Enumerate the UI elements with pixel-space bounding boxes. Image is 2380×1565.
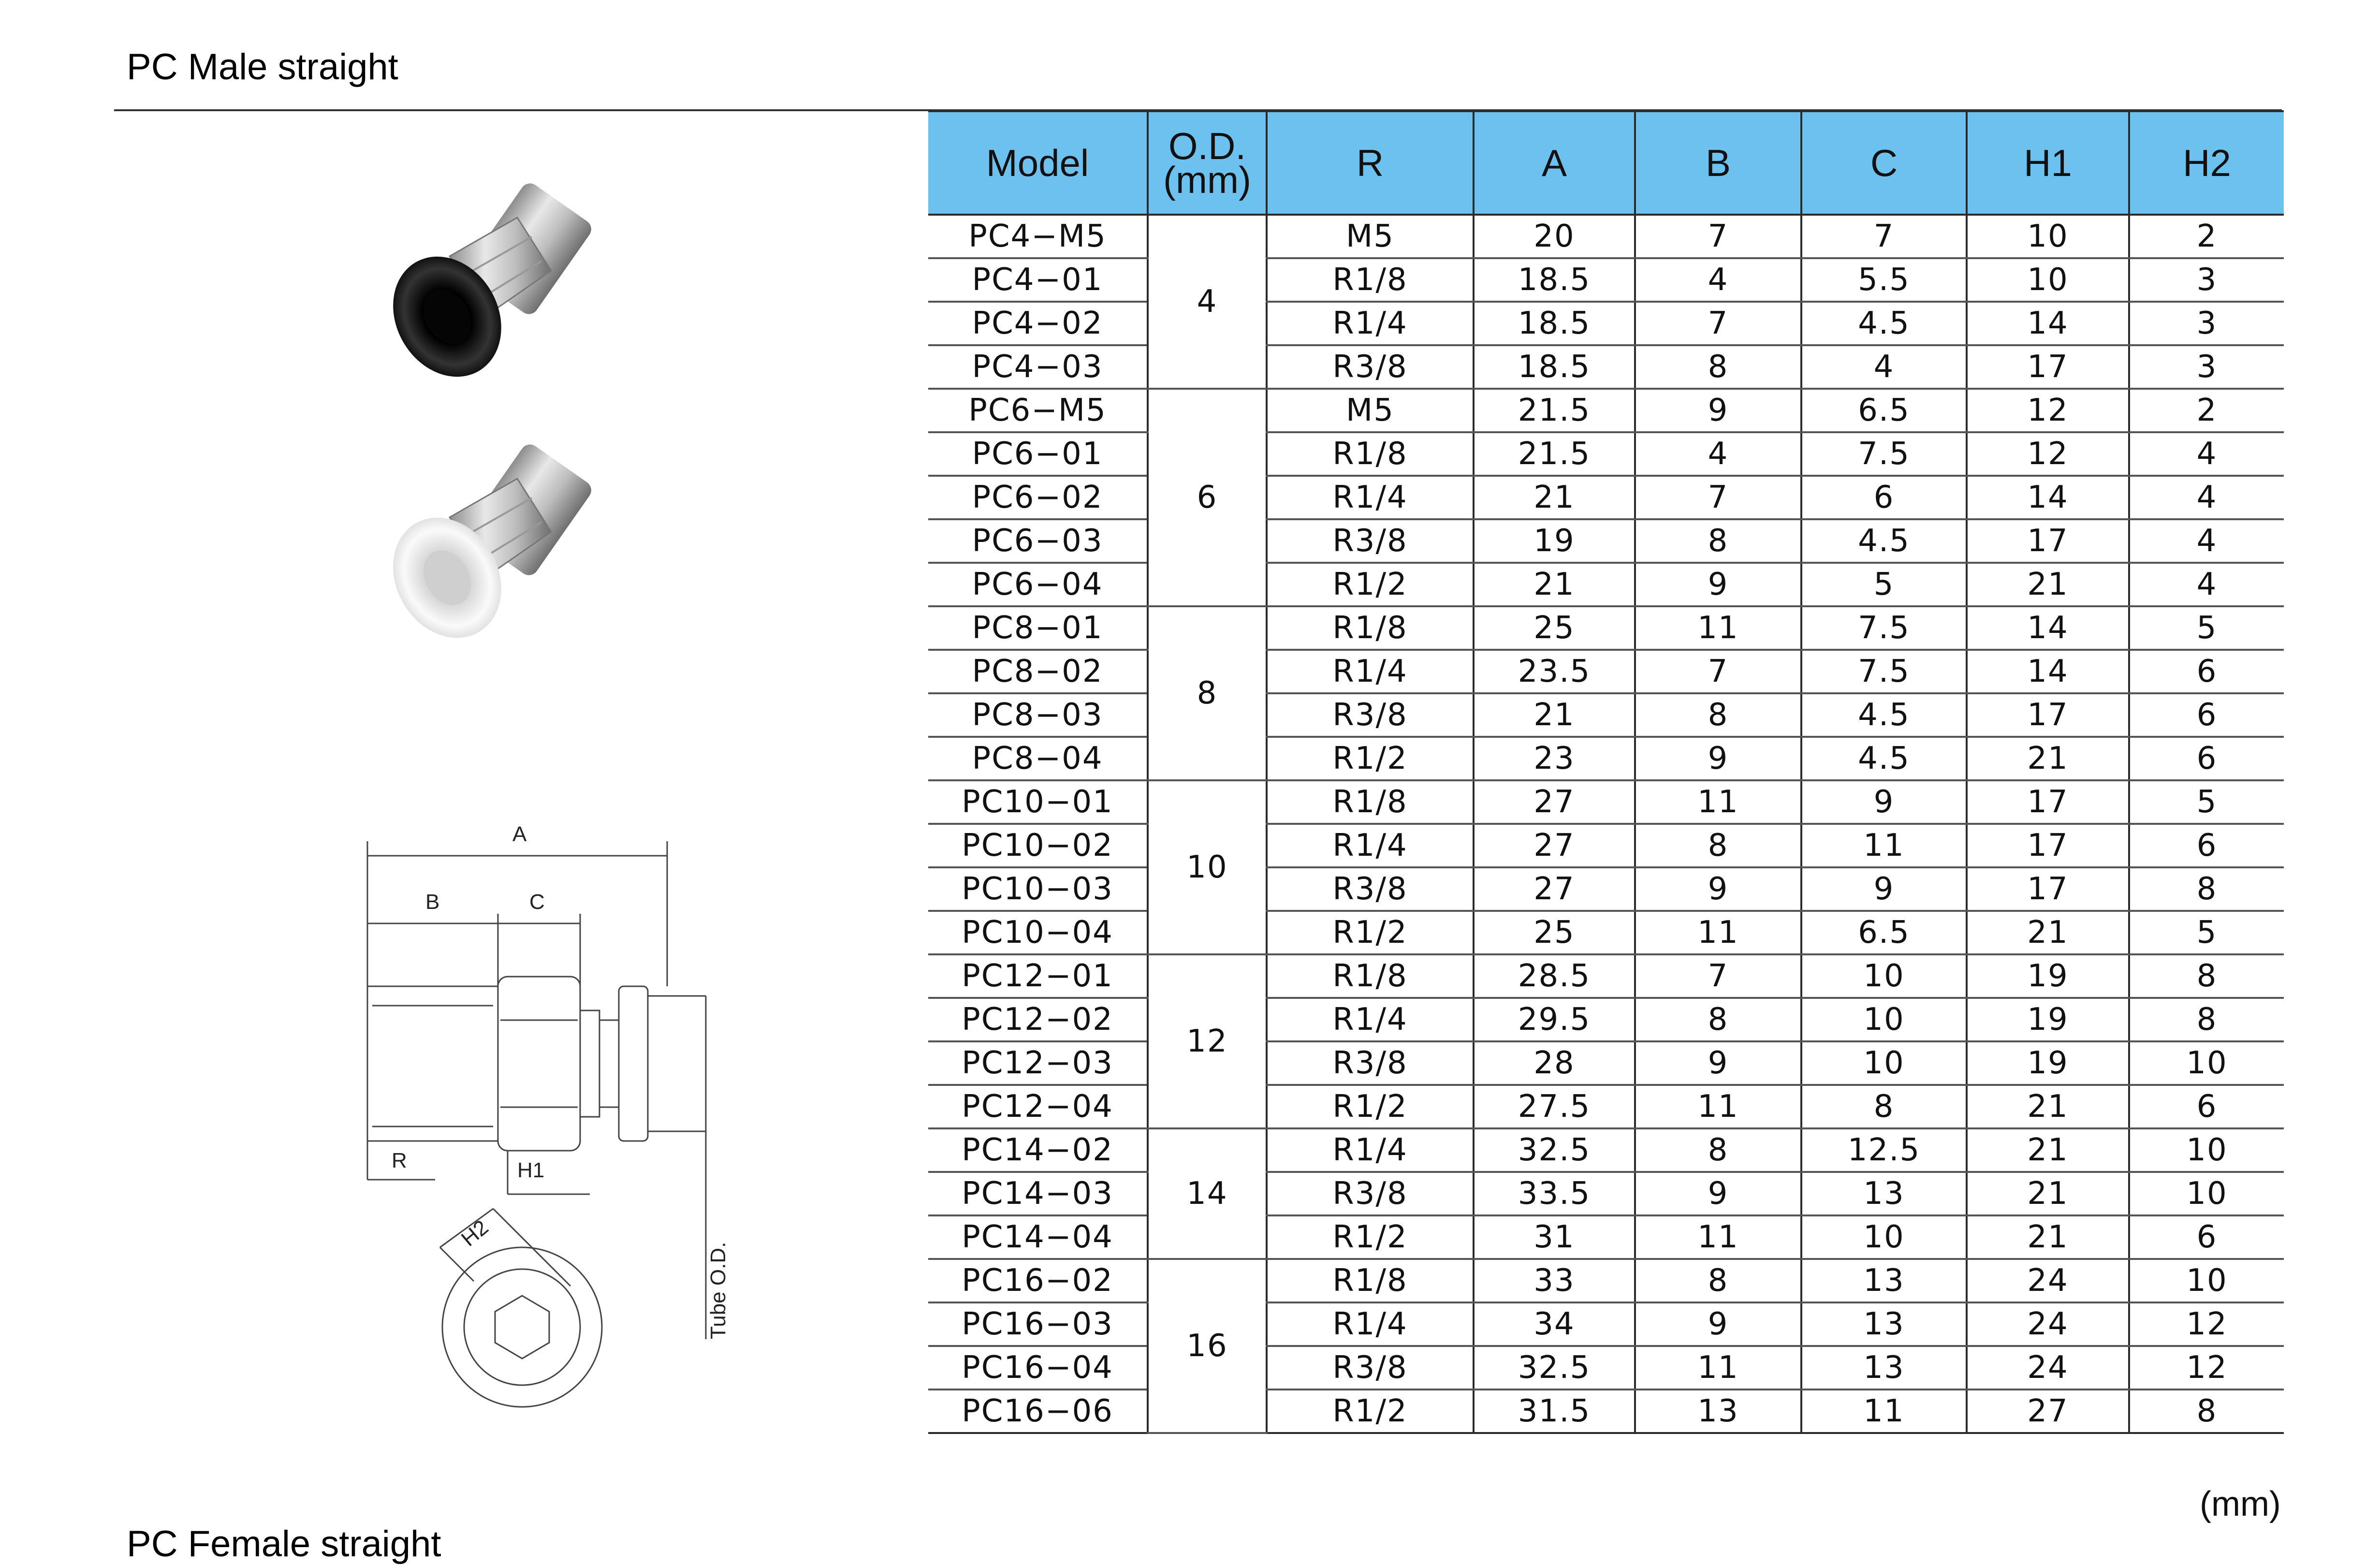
cell-h2: 3 [2129,345,2284,389]
cell-model: PC4−M5 [928,215,1148,258]
cell-b: 9 [1635,389,1801,432]
page-title: PC Male straight [127,46,398,88]
table-row [928,302,2284,345]
cell-h2: 4 [2129,476,2284,519]
cell-b: 11 [1635,911,1801,954]
table-row [928,693,2284,737]
cell-c: 4.5 [1801,693,1967,737]
cell-c: 4.5 [1801,519,1967,563]
cell-c: 11 [1801,1389,1967,1433]
cell-b: 7 [1635,954,1801,998]
cell-a: 23 [1474,737,1635,780]
cell-r: R1/2 [1267,911,1474,954]
cell-r: R1/2 [1267,1389,1474,1433]
cell-a: 31.5 [1474,1389,1635,1433]
cell-b: 11 [1635,1215,1801,1259]
table-row [928,867,2284,911]
cell-h1: 14 [1967,302,2129,345]
cell-c: 13 [1801,1302,1967,1346]
cell-r: R1/8 [1267,780,1474,824]
cell-h2: 6 [2129,650,2284,693]
cell-h2: 4 [2129,519,2284,563]
cell-b: 7 [1635,302,1801,345]
cell-h1: 19 [1967,954,2129,998]
cell-h1: 21 [1967,1085,2129,1128]
unit-note: (mm) [2200,1485,2281,1523]
table-row [928,563,2284,606]
cell-c: 4.5 [1801,737,1967,780]
cell-b: 9 [1635,563,1801,606]
product-photos [358,179,657,691]
cell-h1: 21 [1967,1128,2129,1172]
cell-a: 28.5 [1474,954,1635,998]
cell-h2: 2 [2129,215,2284,258]
cell-b: 8 [1635,1128,1801,1172]
cell-model: PC6−02 [928,476,1148,519]
cell-a: 25 [1474,911,1635,954]
cell-h1: 17 [1967,824,2129,867]
fitting-photo-white [372,441,595,658]
cell-c: 9 [1801,780,1967,824]
col-header-od-line1: O.D. [1168,124,1246,167]
cell-h2: 6 [2129,693,2284,737]
col-header-r: R [1267,111,1474,215]
cell-h1: 17 [1967,780,2129,824]
cell-model: PC12−04 [928,1085,1148,1128]
cell-a: 27 [1474,780,1635,824]
cell-h2: 6 [2129,737,2284,780]
cell-h1: 27 [1967,1389,2129,1433]
cell-r: M5 [1267,215,1474,258]
cell-h2: 8 [2129,867,2284,911]
dim-label-h1: H1 [517,1158,545,1182]
cell-r: R1/4 [1267,476,1474,519]
cell-r: M5 [1267,389,1474,432]
cell-model: PC8−02 [928,650,1148,693]
cell-h1: 19 [1967,1041,2129,1085]
cell-c: 11 [1801,824,1967,867]
spec-table [928,110,2284,1434]
cell-b: 11 [1635,1085,1801,1128]
cell-b: 11 [1635,606,1801,650]
table-row [928,1302,2284,1346]
dimension-drawing [338,793,749,1441]
dim-label-h2: H2 [456,1215,493,1251]
cell-c: 13 [1801,1346,1967,1389]
cell-b: 9 [1635,1041,1801,1085]
cell-od: 16 [1148,1259,1267,1433]
cell-a: 27 [1474,867,1635,911]
cell-od: 4 [1148,215,1267,389]
cell-model: PC8−04 [928,737,1148,780]
cell-h1: 21 [1967,1215,2129,1259]
cell-c: 13 [1801,1259,1967,1302]
dim-label-tube-od: Tube O.D. [706,1242,730,1339]
cell-a: 18.5 [1474,345,1635,389]
cell-h2: 4 [2129,563,2284,606]
cell-model: PC12−01 [928,954,1148,998]
cell-b: 8 [1635,824,1801,867]
cell-c: 5.5 [1801,258,1967,302]
cell-model: PC16−04 [928,1346,1148,1389]
cell-c: 9 [1801,867,1967,911]
cell-od: 6 [1148,389,1267,606]
cell-a: 34 [1474,1302,1635,1346]
fitting-photo-black [372,180,595,397]
cell-b: 8 [1635,519,1801,563]
cell-model: PC12−03 [928,1041,1148,1085]
cell-h2: 8 [2129,998,2284,1041]
cell-a: 18.5 [1474,258,1635,302]
cell-model: PC8−03 [928,693,1148,737]
cell-h1: 17 [1967,345,2129,389]
cell-a: 21 [1474,693,1635,737]
cell-b: 4 [1635,432,1801,476]
cell-c: 4.5 [1801,302,1967,345]
cell-model: PC6−M5 [928,389,1148,432]
cell-r: R1/4 [1267,1302,1474,1346]
cell-b: 8 [1635,345,1801,389]
cell-c: 8 [1801,1085,1967,1128]
cell-r: R1/4 [1267,1128,1474,1172]
cell-h1: 14 [1967,606,2129,650]
table-row [928,1085,2284,1128]
cell-c: 6.5 [1801,389,1967,432]
dim-label-a: A [512,822,527,846]
cell-model: PC10−02 [928,824,1148,867]
cell-h2: 12 [2129,1346,2284,1389]
cell-h2: 5 [2129,606,2284,650]
cell-c: 7.5 [1801,606,1967,650]
cell-r: R1/4 [1267,650,1474,693]
cell-c: 10 [1801,1041,1967,1085]
cell-b: 7 [1635,476,1801,519]
cell-h1: 21 [1967,737,2129,780]
cell-h1: 21 [1967,911,2129,954]
cell-model: PC16−03 [928,1302,1148,1346]
cell-b: 4 [1635,258,1801,302]
cell-model: PC6−01 [928,432,1148,476]
cell-h2: 6 [2129,824,2284,867]
cell-c: 10 [1801,998,1967,1041]
col-header-b: B [1635,111,1801,215]
table-row [928,824,2284,867]
cell-r: R1/8 [1267,258,1474,302]
cell-model: PC10−01 [928,780,1148,824]
cell-c: 13 [1801,1172,1967,1215]
cell-b: 11 [1635,780,1801,824]
cell-a: 19 [1474,519,1635,563]
cell-r: R3/8 [1267,1041,1474,1085]
cell-r: R3/8 [1267,867,1474,911]
table-row [928,1128,2284,1172]
cell-c: 7.5 [1801,650,1967,693]
cell-a: 32.5 [1474,1128,1635,1172]
table-row [928,432,2284,476]
cell-c: 4 [1801,345,1967,389]
cell-a: 32.5 [1474,1346,1635,1389]
cell-a: 33 [1474,1259,1635,1302]
cell-h1: 24 [1967,1259,2129,1302]
cell-h2: 2 [2129,389,2284,432]
cell-r: R3/8 [1267,519,1474,563]
cell-r: R1/2 [1267,1085,1474,1128]
cell-r: R3/8 [1267,1172,1474,1215]
cell-r: R1/2 [1267,1215,1474,1259]
cell-r: R1/4 [1267,998,1474,1041]
table-row [928,650,2284,693]
cell-h1: 24 [1967,1346,2129,1389]
cell-b: 9 [1635,1172,1801,1215]
table-row [928,1215,2284,1259]
table-row [928,606,2284,650]
table-row [928,215,2284,258]
cell-r: R3/8 [1267,1346,1474,1389]
cell-h2: 5 [2129,780,2284,824]
dim-label-c: C [529,890,545,914]
cell-h2: 3 [2129,302,2284,345]
cell-a: 23.5 [1474,650,1635,693]
cell-b: 9 [1635,867,1801,911]
table-row [928,954,2284,998]
cell-model: PC10−04 [928,911,1148,954]
cell-a: 27.5 [1474,1085,1635,1128]
table-row [928,1041,2284,1085]
cell-b: 13 [1635,1389,1801,1433]
table-row [928,911,2284,954]
cell-model: PC6−04 [928,563,1148,606]
cell-c: 5 [1801,563,1967,606]
cell-r: R1/8 [1267,606,1474,650]
cell-r: R3/8 [1267,693,1474,737]
cell-h1: 12 [1967,432,2129,476]
cell-model: PC10−03 [928,867,1148,911]
table-row [928,1346,2284,1389]
col-header-h1: H1 [1967,111,2129,215]
cell-c: 12.5 [1801,1128,1967,1172]
cell-model: PC4−03 [928,345,1148,389]
cell-h1: 17 [1967,519,2129,563]
cell-r: R3/8 [1267,345,1474,389]
cell-r: R1/4 [1267,302,1474,345]
cell-model: PC16−02 [928,1259,1148,1302]
cell-b: 11 [1635,1346,1801,1389]
col-header-a: A [1474,111,1635,215]
cell-h2: 8 [2129,1389,2284,1433]
cell-a: 18.5 [1474,302,1635,345]
next-section-title: PC Female straight [127,1523,441,1565]
cell-a: 25 [1474,606,1635,650]
table-row [928,258,2284,302]
table-row [928,780,2284,824]
cell-b: 8 [1635,998,1801,1041]
cell-model: PC12−02 [928,998,1148,1041]
cell-c: 7 [1801,215,1967,258]
cell-h1: 10 [1967,258,2129,302]
cell-h2: 4 [2129,432,2284,476]
cell-h2: 10 [2129,1128,2284,1172]
cell-r: R1/2 [1267,737,1474,780]
cell-a: 28 [1474,1041,1635,1085]
col-header-h2: H2 [2129,111,2284,215]
cell-c: 6 [1801,476,1967,519]
cell-h2: 6 [2129,1085,2284,1128]
cell-model: PC4−02 [928,302,1148,345]
cell-a: 21.5 [1474,432,1635,476]
table-row [928,389,2284,432]
cell-h2: 10 [2129,1041,2284,1085]
cell-model: PC14−02 [928,1128,1148,1172]
cell-b: 7 [1635,650,1801,693]
cell-h2: 3 [2129,258,2284,302]
cell-model: PC14−04 [928,1215,1148,1259]
cell-r: R1/8 [1267,954,1474,998]
cell-h1: 24 [1967,1302,2129,1346]
cell-b: 8 [1635,693,1801,737]
table-row [928,1172,2284,1215]
cell-b: 8 [1635,1259,1801,1302]
table-row [928,345,2284,389]
table-row [928,737,2284,780]
cell-a: 21 [1474,563,1635,606]
cell-a: 20 [1474,215,1635,258]
cell-h2: 10 [2129,1172,2284,1215]
cell-b: 7 [1635,215,1801,258]
cell-model: PC6−03 [928,519,1148,563]
cell-r: R1/8 [1267,432,1474,476]
cell-a: 21 [1474,476,1635,519]
table-row [928,1389,2284,1433]
cell-h1: 21 [1967,563,2129,606]
cell-a: 27 [1474,824,1635,867]
table-row [928,519,2284,563]
dim-label-r: R [392,1149,407,1172]
table-row [928,1259,2284,1302]
cell-h1: 17 [1967,867,2129,911]
cell-od: 10 [1148,780,1267,954]
table-row [928,476,2284,519]
cell-r: R1/8 [1267,1259,1474,1302]
cell-model: PC4−01 [928,258,1148,302]
table-body [928,215,2284,1433]
cell-r: R1/2 [1267,563,1474,606]
dim-label-b: B [425,890,440,914]
cell-od: 8 [1148,606,1267,780]
cell-h1: 19 [1967,998,2129,1041]
cell-h1: 14 [1967,650,2129,693]
cell-h1: 17 [1967,693,2129,737]
cell-c: 6.5 [1801,911,1967,954]
cell-b: 9 [1635,737,1801,780]
col-header-model: Model [928,111,1148,215]
cell-h1: 10 [1967,215,2129,258]
cell-a: 29.5 [1474,998,1635,1041]
cell-h1: 21 [1967,1172,2129,1215]
cell-h2: 5 [2129,911,2284,954]
cell-c: 10 [1801,1215,1967,1259]
cell-c: 7.5 [1801,432,1967,476]
col-header-od [1148,111,1267,215]
cell-model: PC16−06 [928,1389,1148,1433]
table-header-row [928,111,2284,215]
cell-model: PC14−03 [928,1172,1148,1215]
cell-h1: 14 [1967,476,2129,519]
cell-h2: 8 [2129,954,2284,998]
cell-h2: 6 [2129,1215,2284,1259]
cell-od: 14 [1148,1128,1267,1259]
cell-model: PC8−01 [928,606,1148,650]
cell-h1: 12 [1967,389,2129,432]
table-row [928,998,2284,1041]
cell-h2: 12 [2129,1302,2284,1346]
cell-a: 31 [1474,1215,1635,1259]
col-header-c: C [1801,111,1967,215]
cell-b: 9 [1635,1302,1801,1346]
cell-a: 21.5 [1474,389,1635,432]
cell-c: 10 [1801,954,1967,998]
cell-r: R1/4 [1267,824,1474,867]
cell-a: 33.5 [1474,1172,1635,1215]
cell-h2: 10 [2129,1259,2284,1302]
cell-od: 12 [1148,954,1267,1128]
col-header-od-line2: (mm) [1163,159,1251,201]
